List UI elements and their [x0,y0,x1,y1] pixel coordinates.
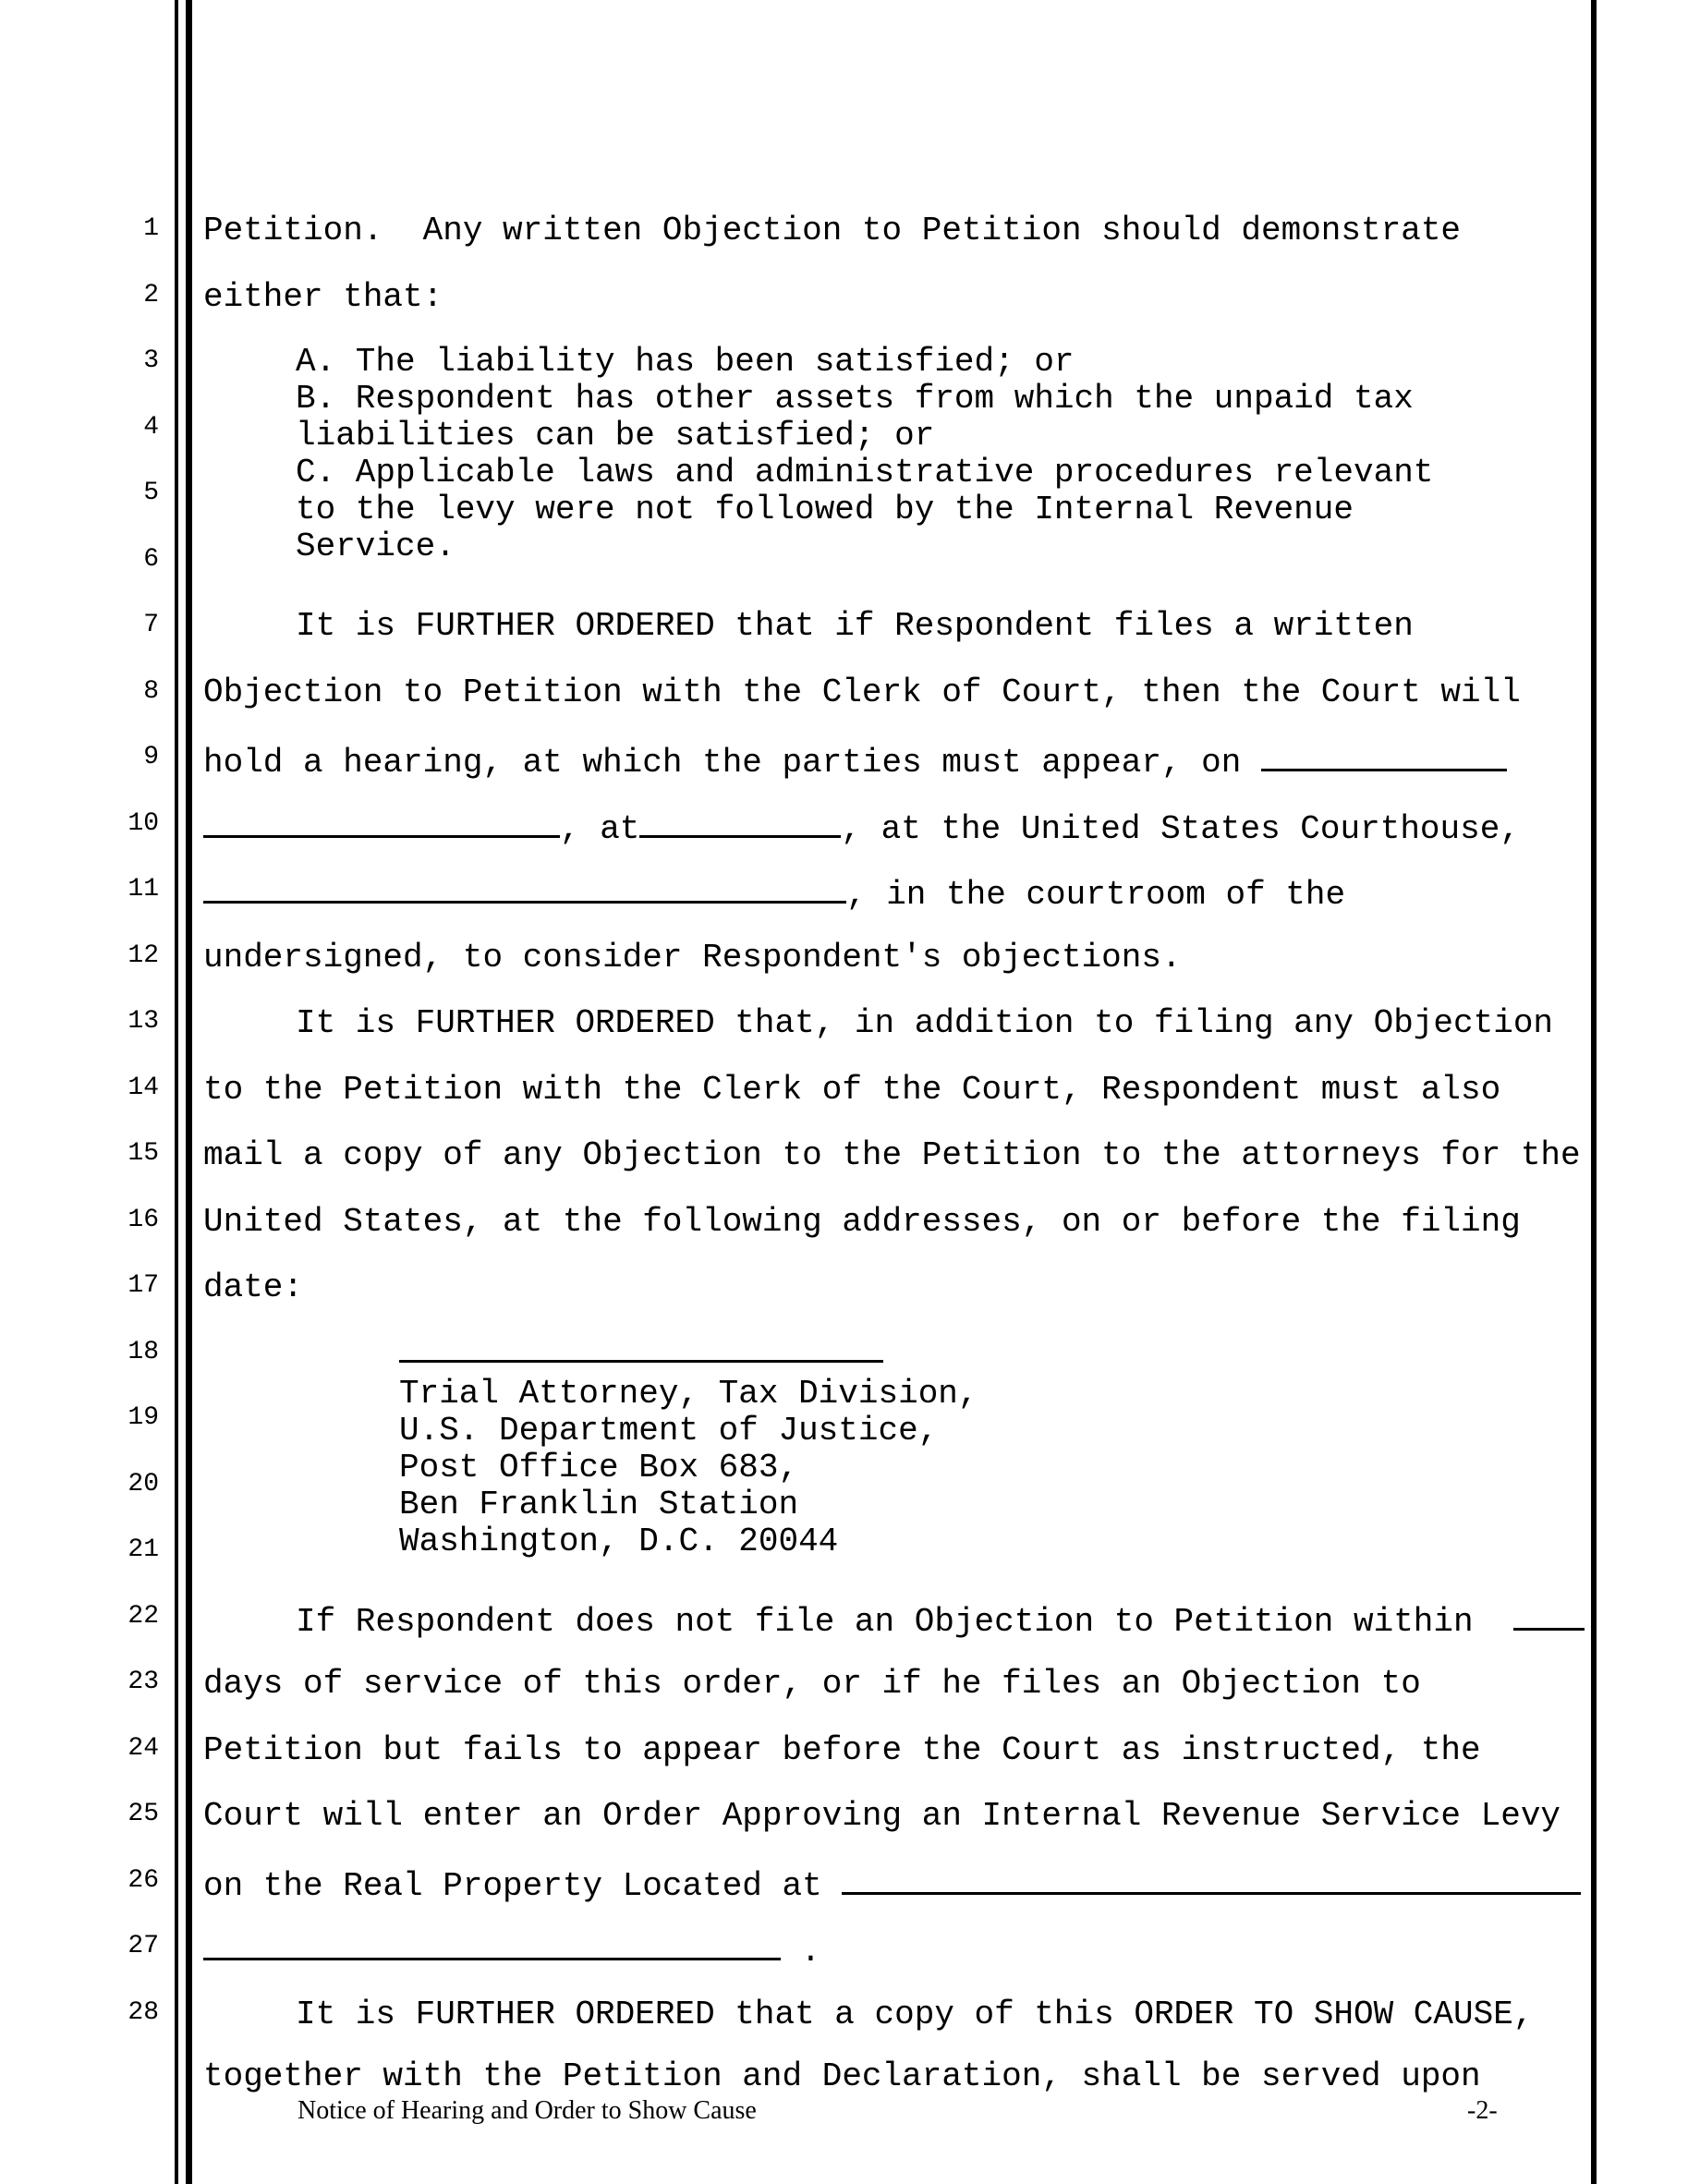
line-number: 11 [128,875,159,904]
text: days of service of this order, or if he files an Objection to [203,1665,1421,1703]
text-line [203,1864,1581,1905]
line-number: 14 [128,1074,159,1102]
text-line [203,1930,820,1971]
line-number: 9 [143,743,159,771]
line-number: 10 [128,809,159,838]
text: , in the courtroom of the [846,876,1346,914]
line-number: 20 [128,1470,159,1498]
text: C. Applicable laws and administrative procedures relevant [296,454,1434,491]
line-number: 25 [128,1800,159,1828]
text: Petition. Any written Objection to Petition should demonstrate [203,212,1462,249]
text: on the Real Property Located at [203,1867,843,1905]
text-line [203,1666,1421,1703]
footer-title: Notice of Hearing and Order to Show Cause [298,2096,757,2125]
text: to the Petition with the Clerk of the Court, Respondent must also [203,1071,1501,1109]
text-line [296,381,1414,418]
left-margin-rule-thin [175,0,178,2184]
left-margin-rule-thick [186,0,192,2184]
line-number: 6 [143,545,159,574]
text-line [203,807,1520,848]
line-number: 1 [143,214,159,243]
text: A. The liability has been satisfied; or [296,343,1075,381]
text: Ben Franklin Station [399,1486,799,1523]
line-number: 17 [128,1271,159,1300]
text-line [399,1450,798,1486]
text-line [203,1072,1500,1109]
text: Trial Attorney, Tax Division, [399,1375,978,1413]
text: Washington, D.C. 20044 [399,1523,839,1560]
text-line [203,1732,1481,1769]
text-line [203,873,1345,914]
line-number: 4 [143,413,159,442]
line-number: 12 [128,941,159,970]
line-number: 26 [128,1866,159,1895]
text-line [296,1600,1585,1641]
line-number: 27 [128,1932,159,1960]
line-number: 28 [128,1998,159,2027]
text-line [203,1137,1581,1174]
text: Court will enter an Order Approving an Internal Revenue Service Levy [203,1797,1561,1835]
line-number: 16 [128,1206,159,1234]
text: , at the United States Courthouse, [841,810,1520,848]
line-number: 21 [128,1535,159,1564]
right-margin-rule [1591,0,1597,2184]
text-line [203,1204,1521,1241]
blank-property-address-2 [203,1930,781,1960]
text-line [399,1523,838,1560]
line-number: 24 [128,1734,159,1763]
text-line [296,418,934,455]
text-line [203,674,1521,711]
text-line [203,2058,1481,2095]
text-line [296,1996,1533,2033]
blank-days [1513,1600,1585,1631]
line-number: 22 [128,1602,159,1631]
text: Objection to Petition with the Clerk of Court, then the Court will [203,673,1521,711]
text: liabilities can be satisfied; or [296,417,935,455]
text: together with the Petition and Declaration, shall be served upon [203,2057,1481,2095]
blank-hearing-day [203,807,560,838]
text: If Respondent does not file an Objection to Petition within [296,1603,1513,1641]
text: date: [203,1268,304,1306]
text-line [399,1413,938,1450]
line-number: 18 [128,1338,159,1366]
text: to the levy were not followed by the Internal Revenue [296,491,1354,528]
text-line [296,455,1433,491]
text-line [203,212,1461,249]
text: U.S. Department of Justice, [399,1412,939,1450]
text-line [399,1332,883,1373]
line-number: 2 [143,281,159,309]
text: . [781,1933,821,1971]
text: undersigned, to consider Respondent's objections. [203,939,1182,977]
text: either that: [203,278,443,316]
text: B. Respondent has other assets from which the unpaid tax [296,380,1414,418]
text-line [296,528,455,565]
footer-page-number: -2- [1467,2096,1498,2125]
text: , at [560,810,640,848]
text: Post Office Box 683, [399,1449,799,1486]
text-line [399,1376,978,1413]
line-number: 5 [143,479,159,507]
blank-property-address-1 [842,1864,1581,1895]
line-number: 23 [128,1668,159,1696]
blank-hearing-time [639,807,841,838]
line-number: 13 [128,1007,159,1036]
blank-courthouse-address [203,873,846,904]
blank-hearing-date [1261,741,1507,771]
text: mail a copy of any Objection to the Petition to the attorneys for the [203,1136,1581,1174]
line-number: 7 [143,611,159,639]
line-number: 8 [143,677,159,706]
text-line [399,1486,798,1523]
text-line [203,741,1507,782]
text-line [203,940,1182,977]
blank-attorney-name [399,1332,883,1363]
text: hold a hearing, at which the parties must appear, on [203,744,1261,782]
text-line [296,344,1075,381]
line-number: 19 [128,1403,159,1432]
text: It is FURTHER ORDERED that a copy of this ORDER TO SHOW CAUSE, [296,1996,1534,2033]
text-line [296,608,1414,645]
text-line [203,279,443,316]
text: It is FURTHER ORDERED that, in addition to filing any Objection [296,1004,1554,1042]
text-line [203,1269,303,1306]
text-line [203,1798,1560,1835]
line-number: 15 [128,1139,159,1168]
text: It is FURTHER ORDERED that if Respondent files a written [296,607,1414,645]
text: Petition but fails to appear before the Court as instructed, the [203,1731,1481,1769]
line-number: 3 [143,346,159,375]
text: United States, at the following addresses, on or before the filing [203,1203,1521,1241]
text: Service. [296,528,455,565]
text-line [296,1005,1553,1042]
text-line [296,491,1354,528]
